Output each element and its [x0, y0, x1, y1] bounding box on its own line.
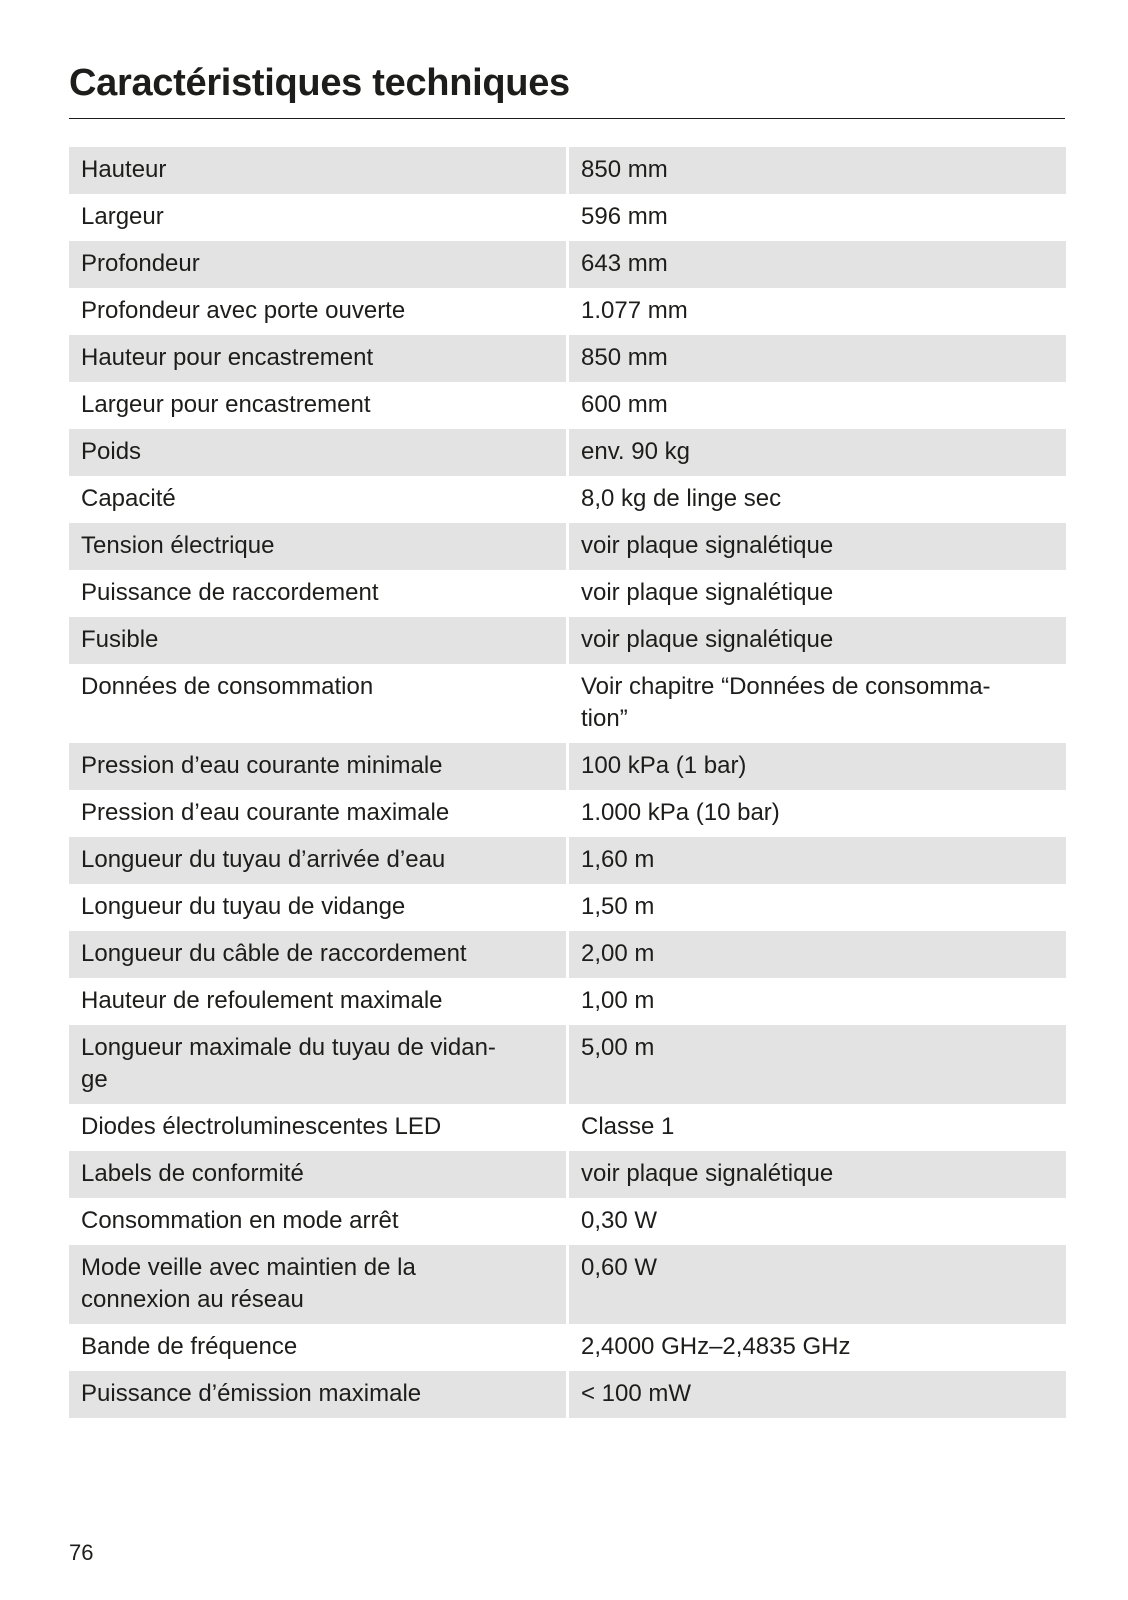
spec-row [69, 523, 1066, 570]
spec-label: Diodes électroluminescentes LED [81, 1113, 442, 1140]
spec-label: Longueur du câble de raccordement [69, 931, 566, 978]
spec-label: Pression d’eau courante maximale [81, 799, 450, 826]
spec-value: 850 mm [569, 147, 1066, 194]
spec-value: 0,60 W [569, 1245, 1066, 1324]
spec-row [69, 837, 1066, 884]
spec-row [69, 1198, 1066, 1245]
spec-value: 1,00 m [581, 987, 655, 1014]
spec-row [69, 1371, 1066, 1418]
spec-label: Largeur [81, 203, 164, 230]
spec-value: 1,50 m [581, 893, 655, 920]
spec-label: Poids [69, 429, 566, 476]
spec-value: env. 90 kg [569, 429, 1066, 476]
spec-row [69, 288, 1066, 335]
spec-label: Profondeur avec porte ouverte [81, 297, 406, 324]
spec-value: 100 kPa (1 bar) [569, 743, 1066, 790]
spec-value: 1,60 m [569, 837, 1066, 884]
spec-label: Hauteur de refoulement maximale [81, 987, 443, 1014]
spec-label: Pression d’eau courante minimale [69, 743, 566, 790]
spec-value: 600 mm [581, 391, 668, 418]
spec-row [69, 743, 1066, 790]
spec-row [69, 476, 1066, 523]
spec-value: 0,30 W [581, 1207, 658, 1234]
spec-label: Largeur pour encastrement [81, 391, 371, 418]
spec-value: voir plaque signalétique [569, 1151, 1066, 1198]
spec-value: 2,00 m [569, 931, 1066, 978]
spec-label: Hauteur [69, 147, 566, 194]
spec-row [69, 1104, 1066, 1151]
spec-label: Longueur maximale du tuyau de vidan- ge [69, 1025, 566, 1104]
page-title: Caractéristiques techniques [69, 62, 570, 104]
spec-value: voir plaque signalétique [569, 523, 1066, 570]
spec-label: Puissance de raccordement [81, 579, 379, 606]
spec-table [69, 147, 1066, 1418]
spec-value: < 100 mW [569, 1371, 1066, 1418]
spec-row [69, 147, 1066, 194]
spec-label: Labels de conformité [69, 1151, 566, 1198]
spec-label: Consommation en mode arrêt [81, 1207, 399, 1234]
spec-label: Longueur du tuyau de vidange [81, 893, 406, 920]
spec-label: Mode veille avec maintien de la connexion au réseau [69, 1245, 566, 1324]
spec-label: Données de consommation [81, 673, 374, 700]
page-number: 76 [69, 1540, 94, 1565]
spec-row [69, 241, 1066, 288]
spec-label: Tension électrique [69, 523, 566, 570]
spec-row [69, 931, 1066, 978]
spec-row [69, 790, 1066, 837]
spec-value: 5,00 m [569, 1025, 1066, 1104]
spec-label: Bande de fréquence [81, 1333, 298, 1360]
spec-value: voir plaque signalétique [581, 579, 834, 606]
spec-label: Profondeur [69, 241, 566, 288]
spec-row [69, 1324, 1066, 1371]
spec-label: Hauteur pour encastrement [69, 335, 566, 382]
spec-row [69, 664, 1066, 743]
spec-value: 1.000 kPa (10 bar) [581, 799, 780, 826]
spec-value: Classe 1 [581, 1113, 675, 1140]
spec-row [69, 1151, 1066, 1198]
spec-value: 850 mm [569, 335, 1066, 382]
spec-label: Capacité [81, 485, 176, 512]
spec-value: 8,0 kg de linge sec [581, 485, 782, 512]
spec-value: Voir chapitre “Données de consomma- tion” [581, 673, 991, 732]
title-divider [69, 118, 1065, 119]
spec-row [69, 429, 1066, 476]
spec-row [69, 335, 1066, 382]
spec-row [69, 1025, 1066, 1104]
spec-value: voir plaque signalétique [569, 617, 1066, 664]
spec-row [69, 570, 1066, 617]
spec-row [69, 884, 1066, 931]
spec-label: Longueur du tuyau d’arrivée d’eau [69, 837, 566, 884]
spec-row [69, 617, 1066, 664]
spec-value: 2,4000 GHz–2,4835 GHz [581, 1333, 851, 1360]
spec-label: Puissance d’émission maximale [69, 1371, 566, 1418]
spec-value: 1.077 mm [581, 297, 688, 324]
spec-value: 643 mm [569, 241, 1066, 288]
spec-row [69, 382, 1066, 429]
spec-row [69, 194, 1066, 241]
spec-row [69, 1245, 1066, 1324]
spec-value: 596 mm [581, 203, 668, 230]
spec-label: Fusible [69, 617, 566, 664]
spec-row [69, 978, 1066, 1025]
